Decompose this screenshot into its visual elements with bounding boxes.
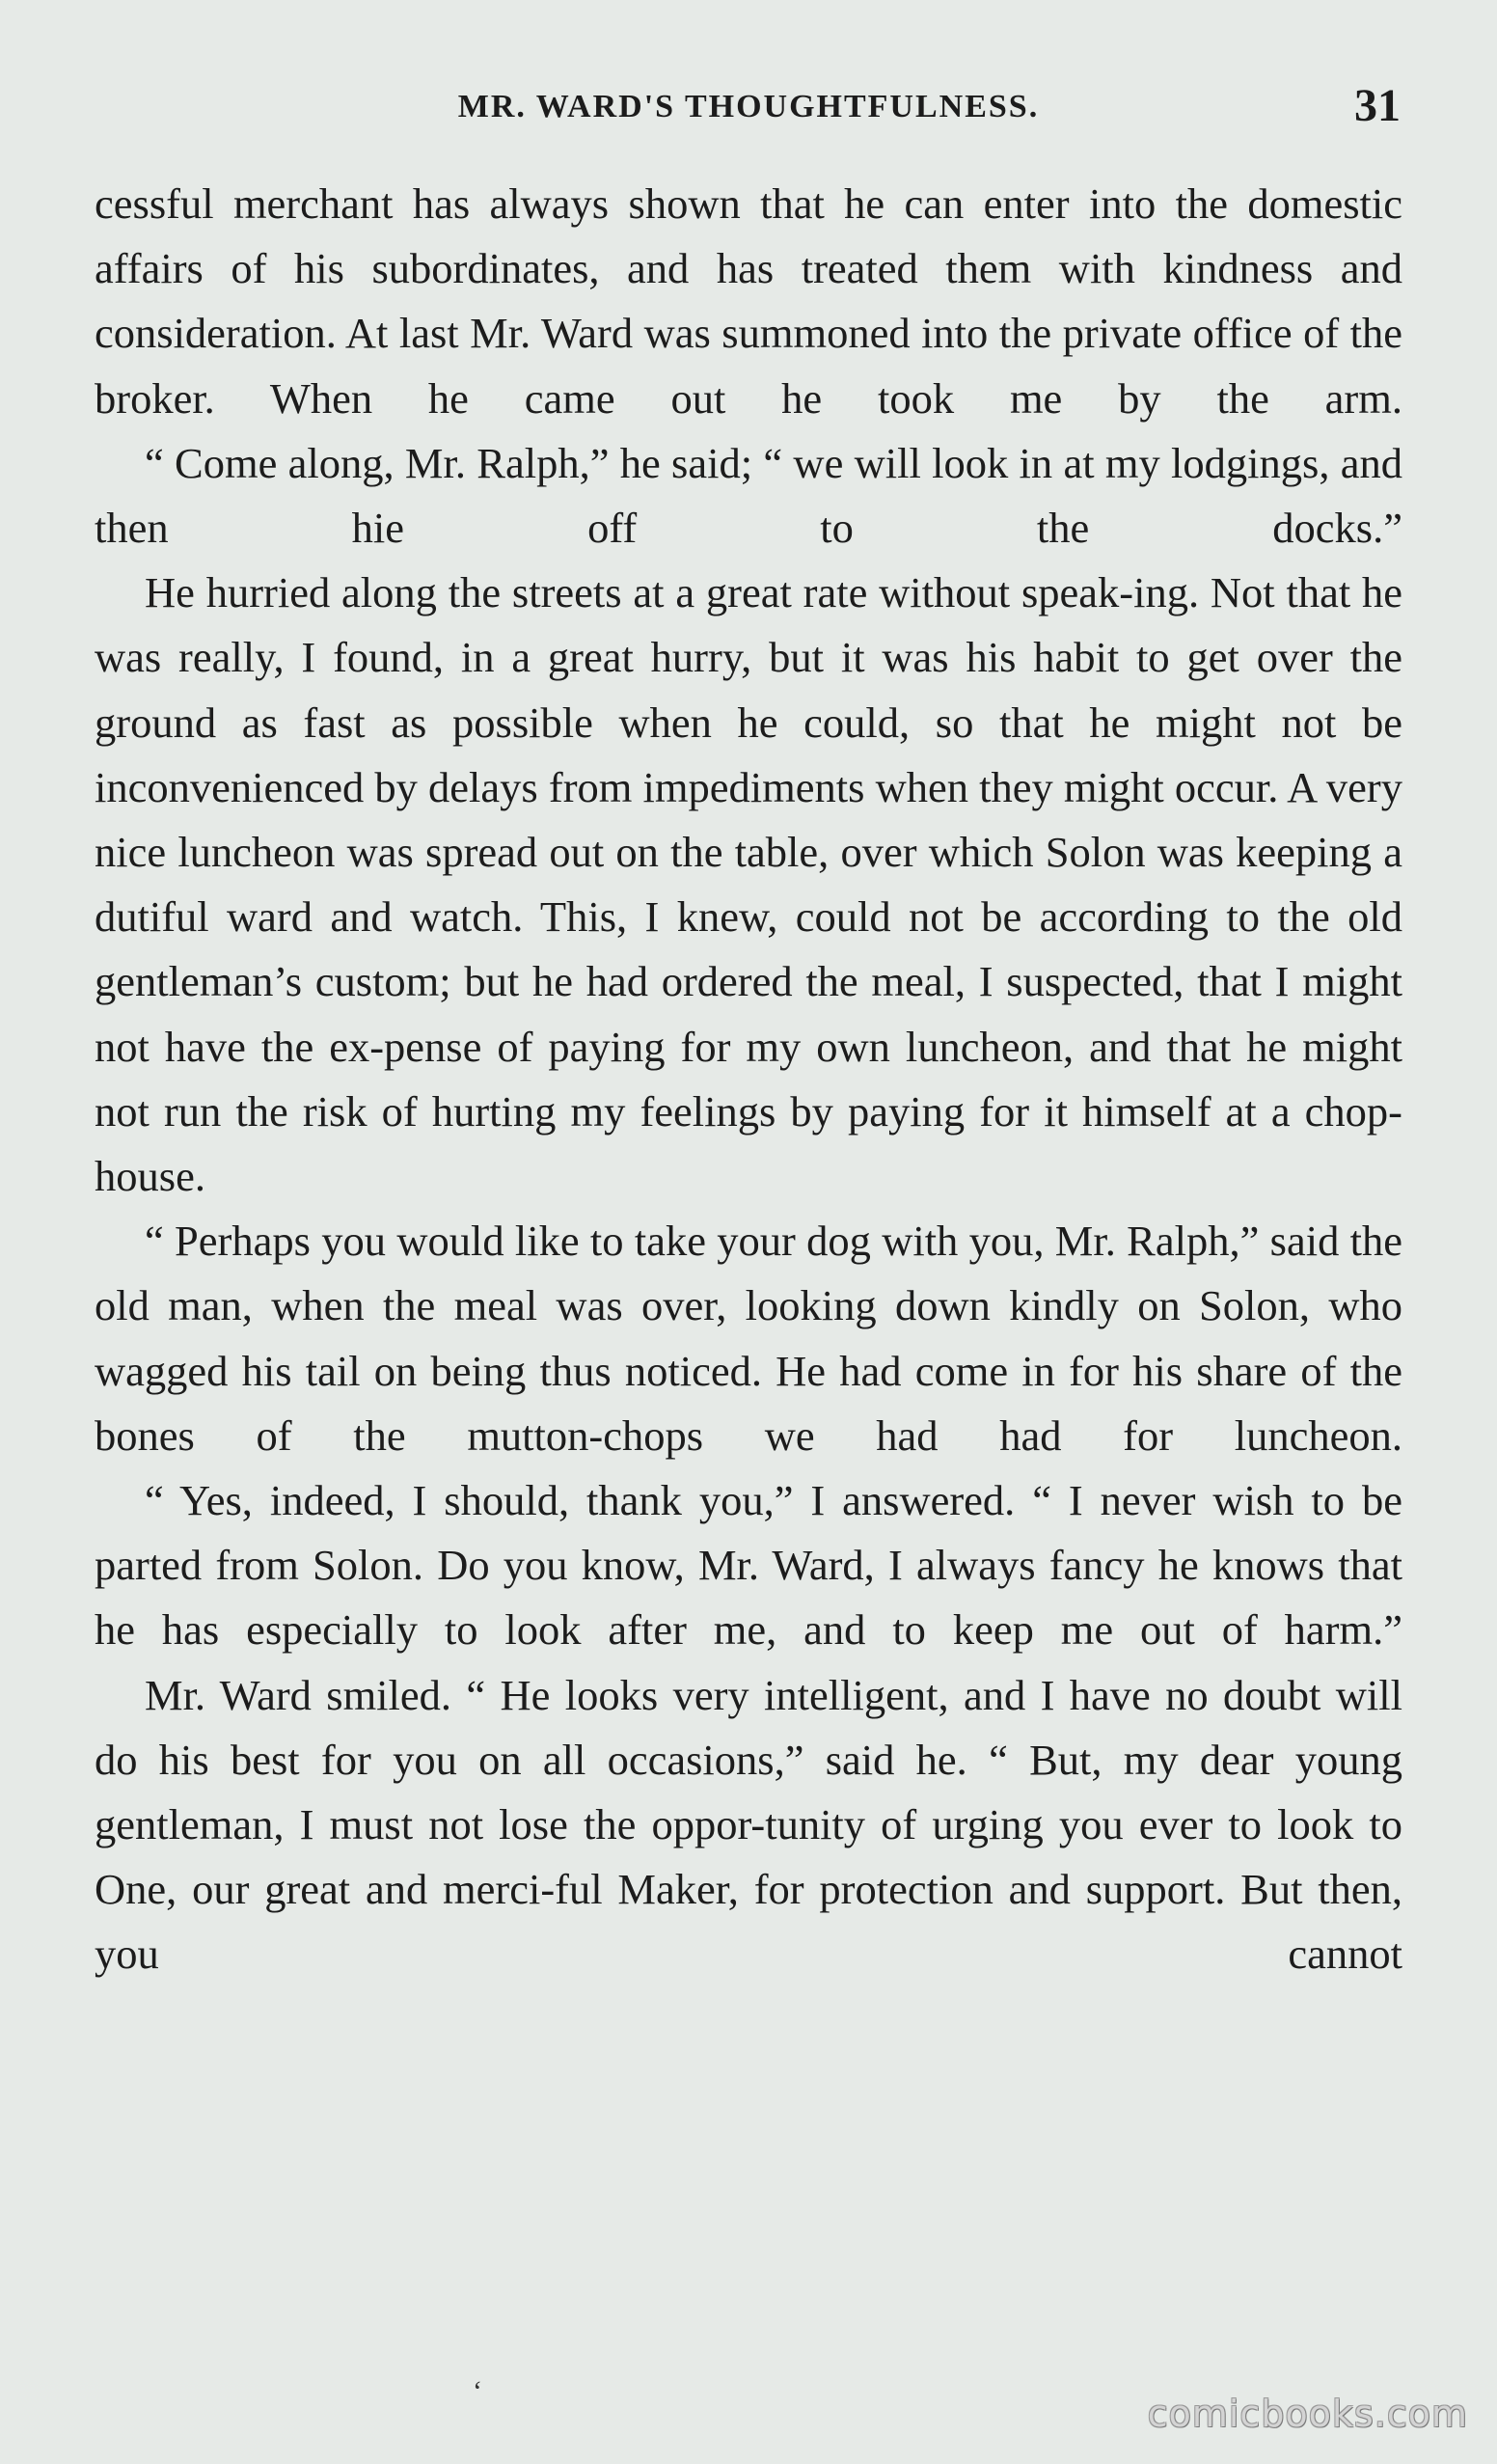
body-text: [95, 172, 1402, 1987]
paragraph-6: Mr. Ward smiled. “ He looks very intelligent, and I have no doubt will do his best for you on all occasions,” said he. “ But, my dear young gentleman, I must not lose the oppor-tunity of urging you ever to look to One, our great and merci-ful Maker, for protection and support. But then, you cannot: [95, 1670, 1402, 1979]
printer-mark: ‘: [473, 2375, 482, 2407]
watermark: comicbooks.com: [1147, 2393, 1468, 2435]
paragraph-4: “ Perhaps you would like to take your dog with you, Mr. Ralph,” said the old man, when the meal was over, looking down kindly on Solon, who wagged his tail on being thus noticed. He had come in for his share of the bones of the mutton-chops we had had for luncheon.: [95, 1217, 1402, 1460]
running-title: MR. WARD'S THOUGHTFULNESS.: [457, 89, 1040, 124]
paragraph-2: “ Come along, Mr. Ralph,” he said; “ we will look in at my lodgings, and then hie off to the docks.”: [95, 438, 1402, 553]
paragraph-3: He hurried along the streets at a great rate without speak-ing. Not that he was really, I found, in a great hurry, but it was his habit to get over the ground as fast as possible when he could, so that he might not be inconvenienced by delays from impediments when they might occur. A very nice luncheon was spread out on the table, over which Solon was keeping a dutiful ward and watch. This, I knew, could not be according to the old gentleman’s custom; but he had ordered the meal, I suspected, that I might not have the ex-pense of paying for my own luncheon, and that he might not run the risk of hurting my feelings by paying for it himself at a chop-house.: [95, 568, 1402, 1201]
running-head: [96, 79, 1401, 137]
page-number: 31: [1354, 80, 1401, 131]
paragraph-1: cessful merchant has always shown that he can enter into the domestic affairs of his subordinates, and has treated them with kindness and consideration. At last Mr. Ward was summoned into the private office of the broker. When he came out he took me by the arm.: [95, 179, 1402, 423]
paragraph-5: “ Yes, indeed, I should, thank you,” I answered. “ I never wish to be parted from Solon. Do you know, Mr. Ward, I always fancy he knows that he has especially to look after me, and to keep me out of harm.”: [95, 1476, 1402, 1655]
